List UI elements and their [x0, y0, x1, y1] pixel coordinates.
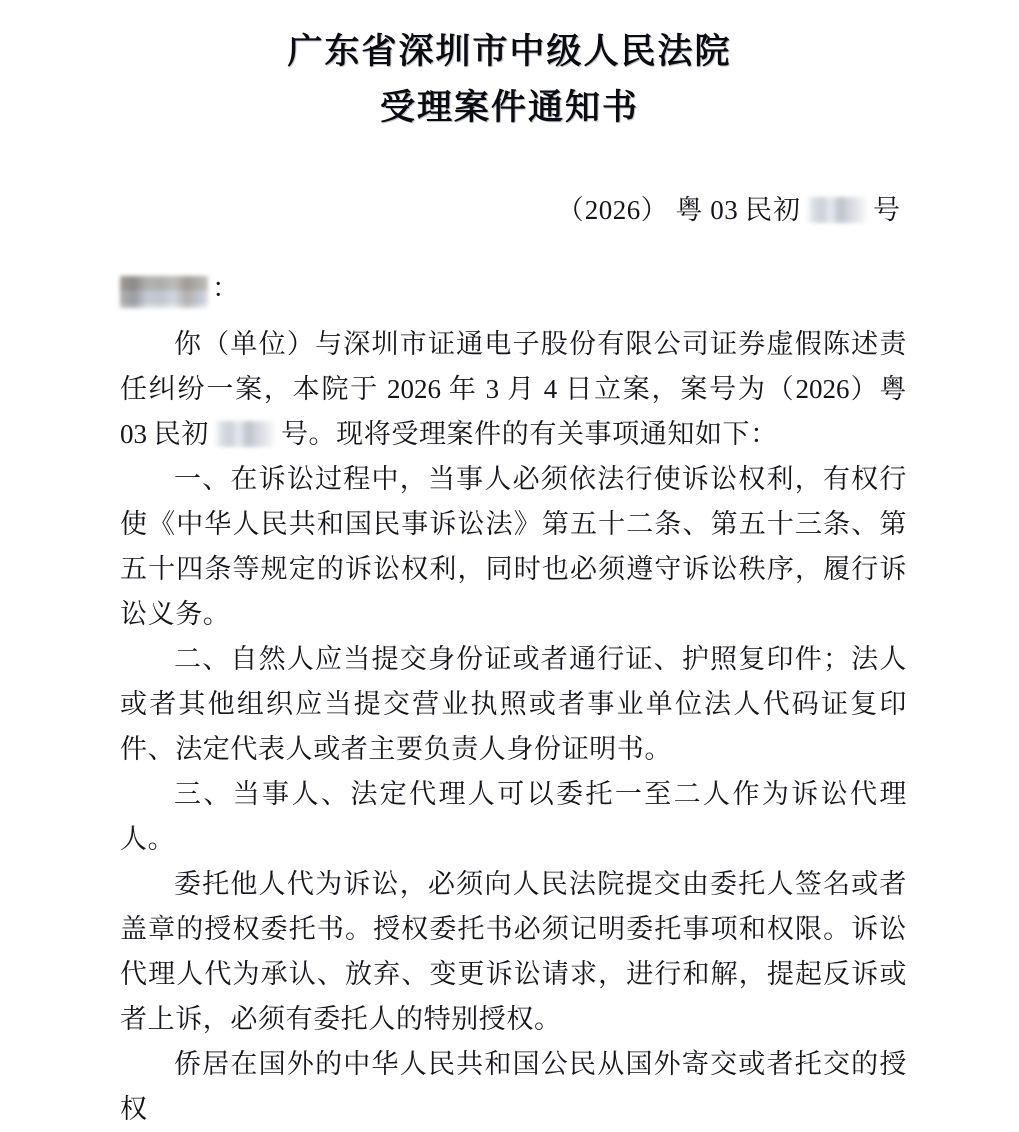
paragraph-opening-text-g: 号。现将受理案件的有关事项通知如下：	[280, 419, 778, 449]
body-case-year: 2026	[795, 374, 850, 404]
court-name-title: 广东省深圳市中级人民法院	[287, 31, 732, 72]
body-case-number-redaction-blur	[214, 421, 276, 447]
case-number-type: 民初	[745, 195, 801, 225]
paragraph-item-3-sub-1: 委托他人代为诉讼，必须向人民法院提交由委托人签名或者盖章的授权委托书。授权委托书必须记明委托事项和权限。诉讼代理人代为承认、放弃、变更诉讼请求，进行和解，提起反诉或者上诉，必须有委托人的特别授权。	[120, 869, 907, 1034]
document-body	[0, 322, 1019, 1132]
filing-day: 4	[535, 374, 566, 404]
paragraph-opening-text-b: 年	[448, 374, 478, 404]
paragraph-opening-text-c: 月	[507, 374, 536, 404]
paragraph-opening-text-a: 你（单位）与深圳市证通电子股份有限公司证券虚假陈述责任纠纷一案，本院于	[120, 329, 907, 404]
paragraph-opening-text-e: ）粤	[849, 374, 908, 404]
case-number-redaction-blur	[806, 197, 868, 223]
case-number-court-code: 03	[710, 195, 739, 225]
paragraph-item-1: 一、在诉讼过程中，当事人必须依法行使诉讼权利，有权行使《中华人民共和国民事诉讼法》第五十二条、第五十三条、第五十四条等规定的诉讼权利，同时也必须遵守诉讼秩序，履行诉讼义务。	[120, 464, 907, 629]
case-number-row	[0, 190, 1019, 230]
paragraph-opening-text-f: 民初	[153, 419, 209, 449]
paragraph-item-3: 三、当事人、法定代理人可以委托一至二人作为诉讼代理人。	[120, 779, 907, 854]
case-number-province-code: 粤	[675, 195, 704, 225]
recipient-name-redaction-blur	[120, 276, 208, 308]
document-type-title: 受理案件通知书	[379, 87, 639, 128]
recipient-colon: ：	[212, 273, 239, 303]
recipient-row	[0, 268, 1019, 308]
case-number-open-bracket: （	[556, 195, 585, 225]
paragraph-opening-text-d: 日立案，案号为（	[565, 374, 796, 404]
body-court-code: 03	[120, 419, 154, 449]
paragraph-item-3-sub-2: 侨居在国外的中华人民共和国公民从国外寄交或者托交的授权	[120, 1049, 907, 1124]
filing-year: 2026	[379, 374, 449, 404]
case-number-close-bracket: ）	[640, 195, 669, 225]
document-title-block	[0, 0, 1019, 134]
case-number-unit: 号	[873, 195, 901, 225]
paragraph-opening	[120, 322, 907, 457]
filing-month: 3	[477, 374, 508, 404]
case-number-year: 2026	[584, 195, 641, 225]
paragraph-item-2: 二、自然人应当提交身份证或者通行证、护照复印件；法人或者其他组织应当提交营业执照或者事业单位法人代码证复印件、法定代表人或者主要负责人身份证明书。	[120, 644, 907, 764]
